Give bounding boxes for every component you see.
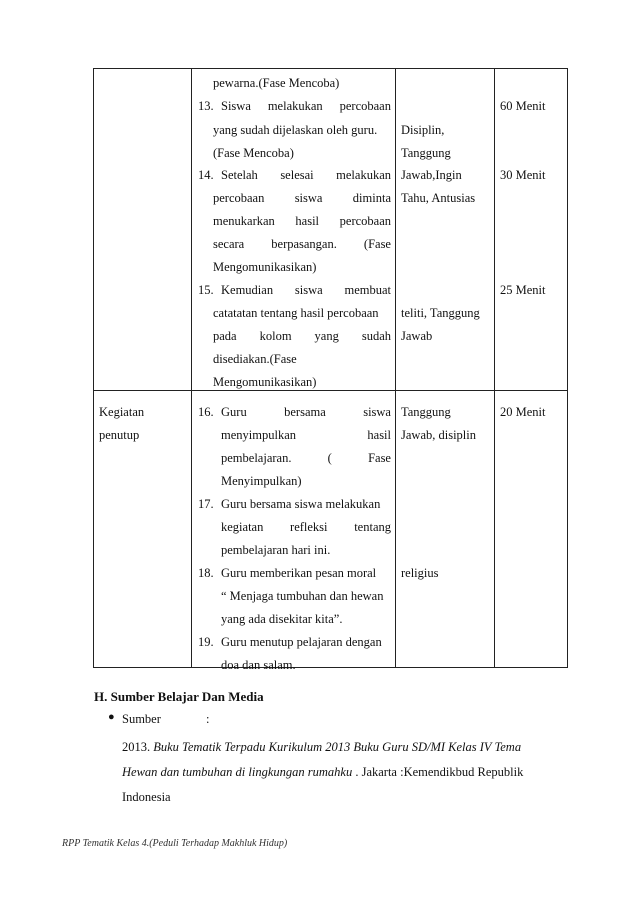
reference-publisher: . Jakarta :Kemendikbud Republik: [352, 765, 524, 779]
time-value: 60 Menit: [500, 99, 546, 113]
character-value: Disiplin,: [401, 123, 445, 137]
step-text-line: doa dan salam.: [221, 658, 296, 672]
word: kegiatan: [221, 520, 264, 534]
step-text-line: pewarna.(Fase Mencoba): [213, 76, 340, 90]
step-number: 19.: [198, 635, 214, 649]
bullet-colon: :: [206, 712, 210, 726]
table-divider-1: [191, 68, 192, 668]
word: siswa: [363, 405, 391, 419]
table-border-left: [93, 68, 94, 668]
word: siswa: [294, 191, 323, 205]
character-value: Tahu, Antusias: [401, 191, 476, 205]
step-text-line: Mengomunikasikan): [213, 375, 317, 389]
table-divider-3: [494, 68, 495, 668]
word: refleksi: [290, 520, 328, 534]
word: melakukan: [336, 168, 391, 182]
word: sudah: [361, 329, 391, 343]
step-text-line: [221, 405, 391, 419]
activity-label: penutup: [99, 428, 140, 442]
word: percobaan: [339, 99, 391, 113]
character-value: religius: [401, 566, 439, 580]
word: pada: [213, 329, 237, 343]
step-text-line: catatatan tentang hasil percobaan: [213, 306, 379, 320]
step-number: 15.: [198, 283, 214, 297]
step-text-line: [213, 329, 391, 343]
step-text-line: [213, 237, 391, 251]
step-text-line: Guru memberikan pesan moral: [221, 566, 377, 580]
character-value: Jawab: [401, 329, 433, 343]
step-text-line: pembelajaran hari ini.: [221, 543, 331, 557]
step-text-line: [213, 191, 391, 205]
step-text-line: disediakan.(Fase: [213, 352, 297, 366]
step-text-line: (Fase Mencoba): [213, 146, 294, 160]
reference-title: Buku Tematik Terpadu Kurikulum 2013 Buku Guru SD/MI Kelas IV Tema: [153, 740, 522, 754]
word: hasil: [367, 428, 391, 442]
word: (: [327, 451, 332, 465]
character-value: Tanggung: [401, 405, 451, 419]
word: Kemudian: [221, 283, 274, 297]
time-value: 20 Menit: [500, 405, 546, 419]
table-divider-2: [395, 68, 396, 668]
word: melakukan: [267, 99, 323, 113]
step-text-line: [221, 451, 391, 465]
activity-label: Kegiatan: [99, 405, 145, 419]
word: berpasangan.: [271, 237, 337, 251]
time-value: 25 Menit: [500, 283, 546, 297]
word: Setelah: [221, 168, 258, 182]
step-number: 16.: [198, 405, 214, 419]
bullet-dot-icon: ●: [108, 711, 115, 723]
table-border-bottom: [93, 667, 568, 668]
character-value: Tanggung: [401, 146, 451, 160]
reference-year: 2013.: [122, 740, 151, 754]
word: hasil: [295, 214, 320, 228]
step-text-line: [213, 214, 391, 228]
step-text-line: [221, 283, 391, 297]
word: Fase: [368, 451, 391, 465]
reference-line: Indonesia: [122, 790, 171, 804]
word: Siswa: [221, 99, 251, 113]
reference-line: [122, 765, 523, 779]
character-value: Jawab,Ingin: [401, 168, 462, 182]
step-number: 17.: [198, 497, 214, 511]
word: Guru: [221, 405, 247, 419]
word: selesai: [280, 168, 314, 182]
page-footer: RPP Tematik Kelas 4.(Peduli Terhadap Makhluk Hidup): [62, 838, 288, 849]
word: diminta: [352, 191, 391, 205]
reference-line: [122, 740, 562, 754]
step-text-line: [221, 168, 391, 182]
word: menukarkan: [213, 214, 275, 228]
word: yang: [314, 329, 339, 343]
word: secara: [213, 237, 245, 251]
word: tentang: [354, 520, 391, 534]
word: menyimpulkan: [221, 428, 296, 442]
step-number: 13.: [198, 99, 214, 113]
reference-title-cont: Hewan dan tumbuhan di lingkungan rumahku: [122, 765, 353, 779]
step-text-line: [221, 520, 391, 534]
word: kolom: [259, 329, 292, 343]
character-value: teliti, Tanggung: [401, 306, 480, 320]
step-text-line: Mengomunikasikan): [213, 260, 317, 274]
character-value: Jawab, disiplin: [401, 428, 476, 442]
time-value: 30 Menit: [500, 168, 546, 182]
word: (Fase: [363, 237, 391, 251]
step-number: 14.: [198, 168, 214, 182]
step-text-line: Guru menutup pelajaran dengan: [221, 635, 382, 649]
step-text-line: [221, 428, 391, 442]
step-text-line: Guru bersama siswa melakukan: [221, 497, 381, 511]
bullet-label: Sumber: [122, 712, 161, 726]
section-heading: H. Sumber Belajar Dan Media: [94, 689, 264, 704]
step-text-line: Menyimpulkan): [221, 474, 302, 488]
word: pembelajaran.: [221, 451, 292, 465]
table-border-top: [93, 68, 568, 69]
table-border-right: [567, 68, 568, 668]
word: membuat: [344, 283, 391, 297]
table-row-separator: [93, 390, 568, 391]
word: percobaan: [339, 214, 391, 228]
word: siswa: [294, 283, 323, 297]
word: bersama: [284, 405, 326, 419]
step-text-line: yang ada disekitar kita”.: [221, 612, 343, 626]
step-text-line: “ Menjaga tumbuhan dan hewan: [221, 589, 384, 603]
step-text-line: [221, 99, 391, 113]
step-text-line: yang sudah dijelaskan oleh guru.: [213, 123, 378, 137]
step-number: 18.: [198, 566, 214, 580]
word: percobaan: [213, 191, 265, 205]
